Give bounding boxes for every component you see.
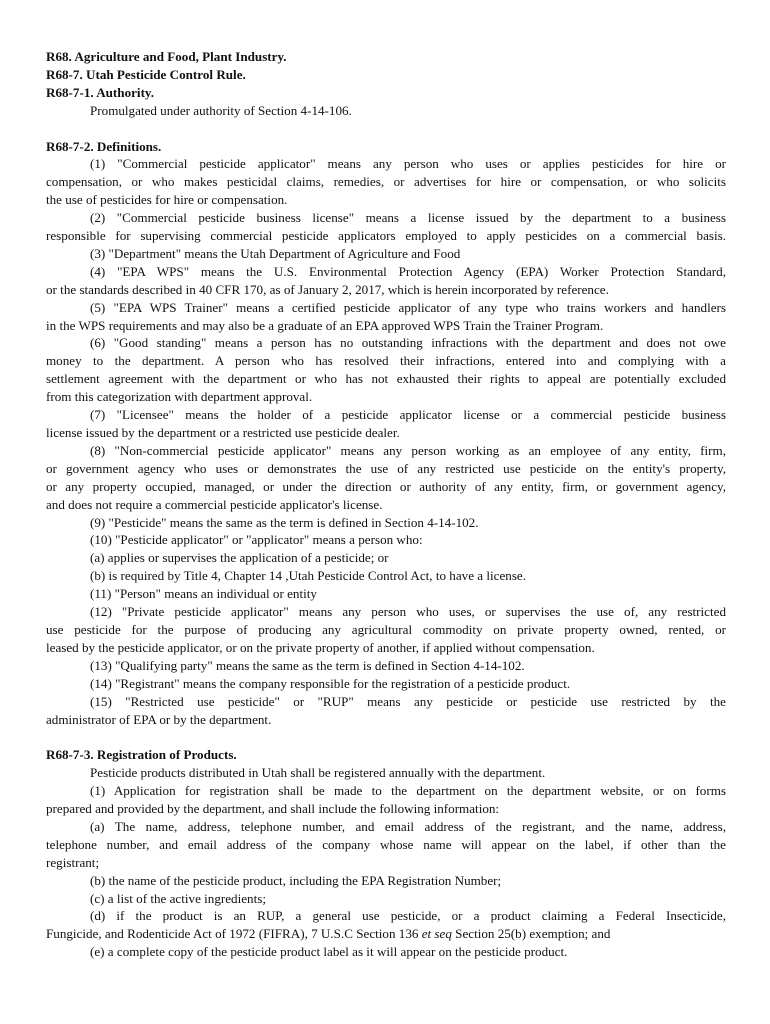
definition-line: from this categorization with department approval. bbox=[46, 389, 313, 405]
registration-line: (1) Application for registration shall be made to the department on the department website, or on forms bbox=[90, 783, 726, 799]
definition-line: (1) "Commercial pesticide applicator" means any person who uses or applies pesticides for hire or bbox=[90, 156, 726, 172]
definition-line: (12) "Private pesticide applicator" means any person who uses, or supervises the use of, any restricted bbox=[90, 604, 726, 620]
authority-text: Promulgated under authority of Section 4-14-106. bbox=[90, 102, 352, 118]
definition-line: use pesticide for the purpose of producing any agricultural commodity on private property owned, rented, or bbox=[46, 621, 726, 637]
document-title: R68. Agriculture and Food, Plant Industry. bbox=[46, 49, 287, 64]
registration-intro: Pesticide products distributed in Utah shall be registered annually with the department. bbox=[90, 765, 546, 781]
spacer bbox=[46, 728, 726, 746]
document-page bbox=[46, 48, 726, 961]
registration-italic-text: et seq bbox=[421, 926, 452, 942]
registration-text: Section 25(b) exemption; and bbox=[451, 926, 611, 942]
definition-line: settlement agreement with the department or who has not exhausted their rights to appeal are potentially excluded bbox=[46, 371, 726, 387]
definition-line: money to the department. A person who has resolved their infractions, entered into and complying with a bbox=[46, 353, 726, 369]
definition-line: (15) "Restricted use pesticide" or "RUP" means any pesticide or pesticide use restricted by the bbox=[90, 693, 726, 709]
registration-line: (b) the name of the pesticide product, including the EPA Registration Number; bbox=[90, 872, 502, 888]
definition-line: or any property occupied, managed, or under the direction or authority of any entity, firm, or government agency, bbox=[46, 478, 726, 494]
section-heading-definitions: R68-7-2. Definitions. bbox=[46, 138, 162, 154]
registration-text: Fungicide, and Rodenticide Act of 1972 (FIFRA), 7 U.S.C Section 136 bbox=[46, 926, 422, 942]
definition-line: (7) "Licensee" means the holder of a pesticide applicator license or a commercial pesticide business bbox=[90, 407, 726, 423]
section-heading-registration: R68-7-3. Registration of Products. bbox=[46, 747, 237, 763]
registration-line: registrant; bbox=[46, 854, 100, 870]
definition-line: in the WPS requirements and may also be a graduate of an EPA approved WPS Train the Trainer Program. bbox=[46, 317, 604, 333]
registration-line: (a) The name, address, telephone number, and email address of the registrant, and the name, address, bbox=[90, 818, 726, 834]
definition-line: or the standards described in 40 CFR 170, as of January 2, 2017, which is herein incorporated by reference. bbox=[46, 281, 609, 297]
registration-line bbox=[46, 925, 726, 943]
definition-line: (5) "EPA WPS Trainer" means a certified pesticide applicator of any type who trains workers and handlers bbox=[90, 299, 726, 315]
registration-line: (c) a list of the active ingredients; bbox=[90, 890, 266, 906]
definition-line: (9) "Pesticide" means the same as the term is defined in Section 4-14-102. bbox=[90, 514, 479, 530]
definition-line: (2) "Commercial pesticide business license" means a license issued by the department to a business bbox=[90, 210, 726, 226]
definition-line: (8) "Non-commercial pesticide applicator" means any person working as an employee of any entity, firm, bbox=[90, 442, 726, 458]
registration-line: (d) if the product is an RUP, a general use pesticide, or a product claiming a Federal Insecticide, bbox=[90, 908, 726, 924]
definition-line: (4) "EPA WPS" means the U.S. Environmental Protection Agency (EPA) Worker Protection Standard, bbox=[90, 263, 726, 279]
definition-line: license issued by the department or a restricted use pesticide dealer. bbox=[46, 425, 400, 441]
definition-line: leased by the pesticide applicator, or on the private property of another, if applied without compensation. bbox=[46, 639, 595, 655]
definition-line: (14) "Registrant" means the company responsible for the registration of a pesticide product. bbox=[90, 675, 571, 691]
definition-line: (a) applies or supervises the application of a pesticide; or bbox=[90, 550, 389, 566]
definition-line: (13) "Qualifying party" means the same as the term is defined in Section 4-14-102. bbox=[90, 657, 525, 673]
definition-line: administrator of EPA or by the department. bbox=[46, 711, 272, 727]
registration-line: (e) a complete copy of the pesticide product label as it will appear on the pesticide product. bbox=[90, 944, 568, 960]
rule-title: R68-7. Utah Pesticide Control Rule. bbox=[46, 66, 246, 82]
registration-line: telephone number, and email address of the company whose name will appear on the label, if other than the bbox=[46, 836, 726, 852]
spacer bbox=[46, 120, 726, 138]
definition-line: and does not require a commercial pesticide applicator's license. bbox=[46, 496, 383, 512]
definition-line: the use of pesticides for hire or compensation. bbox=[46, 192, 288, 208]
definition-line: (b) is required by Title 4, Chapter 14 ,Utah Pesticide Control Act, to have a license. bbox=[90, 568, 527, 584]
definition-line: compensation, or who makes pesticidal claims, remedies, or advertises for hire or compensation, or who solicits bbox=[46, 174, 726, 190]
definition-line: responsible for supervising commercial pesticide applicators employed to apply pesticides on a commercial basis. bbox=[46, 228, 726, 244]
definition-line: (6) "Good standing" means a person has no outstanding infractions with the department and does not owe bbox=[90, 335, 726, 351]
registration-line: prepared and provided by the department, and shall include the following information: bbox=[46, 801, 500, 817]
definition-line: or government agency who uses or demonstrates the use of any restricted use pesticide on the entity's property, bbox=[46, 460, 726, 476]
section-heading-authority: R68-7-1. Authority. bbox=[46, 84, 155, 100]
definition-line: (11) "Person" means an individual or entity bbox=[90, 586, 317, 602]
definition-line: (10) "Pesticide applicator" or "applicator" means a person who: bbox=[90, 532, 423, 548]
definition-line: (3) "Department" means the Utah Department of Agriculture and Food bbox=[90, 245, 461, 261]
